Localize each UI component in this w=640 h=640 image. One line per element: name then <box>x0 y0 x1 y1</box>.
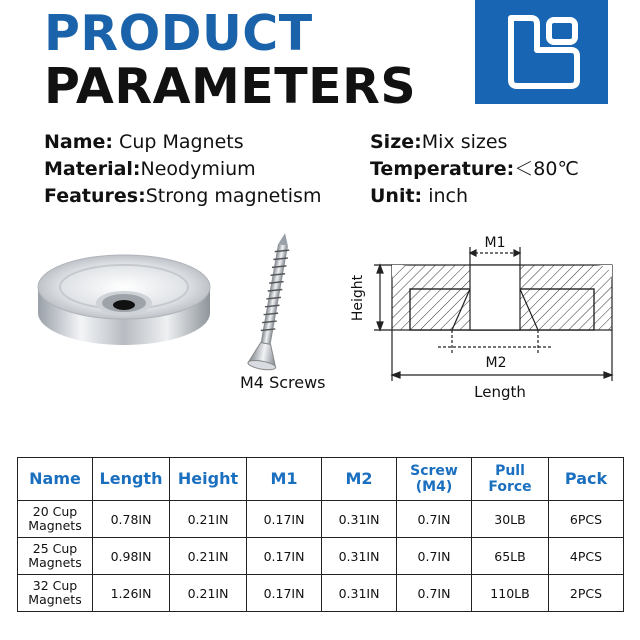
spec-material <box>44 156 256 182</box>
spec-features <box>44 183 321 209</box>
spec-temperature <box>370 156 579 182</box>
cell-name-line1: 32 Cup <box>32 578 78 593</box>
spec-temperature-value: ＜80℃ <box>514 158 579 180</box>
spec-unit-label: Unit: <box>370 185 423 207</box>
cell-screw: 0.7IN <box>397 501 472 538</box>
spec-features-value: Strong magnetism <box>145 185 322 207</box>
diagram-m2-label: M2 <box>485 355 507 371</box>
brand-logo <box>475 0 608 104</box>
spec-material-value: Neodymium <box>140 158 256 180</box>
table-row <box>18 538 624 575</box>
product-illustration <box>0 225 640 425</box>
diagram-height-label: Height <box>350 274 366 322</box>
spec-name-label: Name: <box>44 131 114 153</box>
table-header-row <box>18 458 624 501</box>
cell-screw: 0.7IN <box>397 538 472 575</box>
cell-m2: 0.31IN <box>322 575 397 612</box>
header-height: Height <box>170 458 247 501</box>
spec-size-label: Size: <box>370 131 422 153</box>
spec-unit-value: inch <box>422 185 469 207</box>
header-pull-line2: Force <box>488 479 532 495</box>
header-screw-line2: (M4) <box>415 479 453 495</box>
spec-name-value: Cup Magnets <box>113 131 244 153</box>
header-length: Length <box>93 458 170 501</box>
spec-material-label: Material: <box>44 158 141 180</box>
header-m1: M1 <box>247 458 322 501</box>
cell-name <box>18 538 93 575</box>
header-pull-line1: Pull <box>495 463 525 479</box>
cell-screw: 0.7IN <box>397 575 472 612</box>
cell-pack: 6PCS <box>549 501 624 538</box>
spec-temperature-label: Temperature: <box>370 158 515 180</box>
cell-name <box>18 501 93 538</box>
header-pull-force <box>472 458 549 501</box>
spec-name <box>44 129 244 155</box>
table-row <box>18 575 624 612</box>
cup-magnet-image <box>38 255 210 345</box>
cell-pack: 2PCS <box>549 575 624 612</box>
page-title-line1: PRODUCT <box>44 5 313 62</box>
header-screw <box>397 458 472 501</box>
cell-height: 0.21IN <box>170 538 247 575</box>
spec-unit <box>370 183 468 209</box>
header-pack: Pack <box>549 458 624 501</box>
spec-size <box>370 129 507 155</box>
brand-logo-icon <box>475 0 608 104</box>
cell-name-line2: Magnets <box>28 555 82 570</box>
cell-name-line1: 25 Cup <box>32 541 78 556</box>
cell-name-line2: Magnets <box>28 518 82 533</box>
cell-name <box>18 575 93 612</box>
diagram-length-label: Length <box>474 383 526 401</box>
cell-m2: 0.31IN <box>322 538 397 575</box>
header-m2: M2 <box>322 458 397 501</box>
diagram-m1-label: M1 <box>484 235 506 251</box>
cell-m1: 0.17IN <box>247 575 322 612</box>
cell-height: 0.21IN <box>170 575 247 612</box>
spec-size-value: Mix sizes <box>421 131 508 153</box>
cell-height: 0.21IN <box>170 501 247 538</box>
cell-length: 0.78IN <box>93 501 170 538</box>
page-title-line2: PARAMETERS <box>44 58 417 115</box>
parameters-table <box>17 457 624 612</box>
screw-label: M4 Screws <box>240 373 326 392</box>
cell-pull: 65LB <box>472 538 549 575</box>
cell-m1: 0.17IN <box>247 501 322 538</box>
header-name: Name <box>18 458 93 501</box>
table-row <box>18 501 624 538</box>
cell-m2: 0.31IN <box>322 501 397 538</box>
m4-screw-image <box>247 231 299 372</box>
cell-pack: 4PCS <box>549 538 624 575</box>
cell-pull: 110LB <box>472 575 549 612</box>
cell-length: 0.98IN <box>93 538 170 575</box>
cell-pull: 30LB <box>472 501 549 538</box>
cell-m1: 0.17IN <box>247 538 322 575</box>
cell-name-line2: Magnets <box>28 592 82 607</box>
spec-features-label: Features: <box>44 185 146 207</box>
header-screw-line1: Screw <box>410 463 458 479</box>
cell-length: 1.26IN <box>93 575 170 612</box>
cell-name-line1: 20 Cup <box>32 504 78 519</box>
